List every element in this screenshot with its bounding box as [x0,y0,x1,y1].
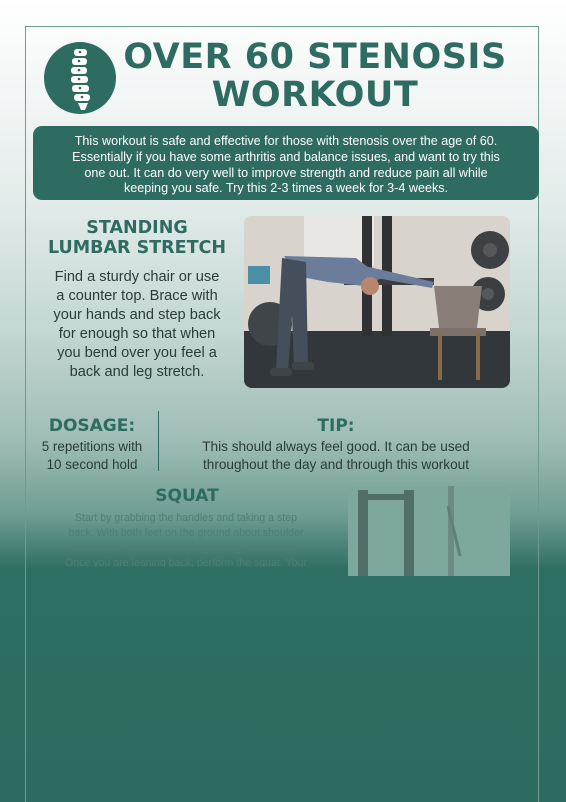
exercise-1-photo [244,216,510,388]
spine-icon [44,42,116,114]
title-line-1: OVER 60 STENOSIS [123,37,507,77]
exercise-2-desc-line-3: width apart, lean back while gripping the handles. [70,542,302,554]
exercise-2-desc-line-1: Start by grabbing the handles and taking a step [74,512,298,524]
squat-illustration [348,486,510,576]
dosage-line-2: 10 second hold [46,457,138,472]
tip-line-2: throughout the day and through this workout [202,457,469,472]
exercise-1-title [33,218,241,258]
tip-label: TIP: [317,416,355,436]
exercise-2-title: SQUAT [155,486,219,506]
exercise-2-desc-line-2: back. With both feet on the ground about shoulder [68,527,304,539]
exercise-1-desc-line-2: a counter top. Brace with [56,288,218,304]
exercise-2-description [36,511,336,567]
title-line-2: WORKOUT [211,75,419,115]
dosage-text [28,438,156,474]
exercise-1-desc-line-6: back and leg stretch. [69,364,205,380]
exercise-1-desc-line-4: for enough so that when [58,326,216,342]
lumbar-stretch-illustration [244,216,510,388]
logo-badge [44,42,116,114]
section-divider [158,411,159,471]
intro-panel [33,126,539,200]
exercise-1-description [33,268,241,382]
tip-line-1: This should always feel good. It can be used [202,439,470,454]
exercise-1-title-line-1: STANDING [86,218,188,238]
exercise-1-title-line-2: LUMBAR STRETCH [48,238,226,258]
dosage-label: DOSAGE: [48,416,136,436]
dosage-line-1: 5 repetitions with [41,439,143,454]
exercise-2-desc-line-4: Once you are leaning back, perform the squat. Your [64,557,308,567]
exercise-1-desc-line-1: Find a sturdy chair or use [54,269,220,285]
exercise-2-photo [348,486,510,576]
exercise-1-desc-line-3: your hands and step back [53,307,221,323]
intro-line-2: Essentially if you have some arthritis and balance issues, and want to try this [72,149,500,164]
intro-line-4: keeping you safe. Try this 2-3 times a week for 3-4 weeks. [123,181,449,196]
tip-text [160,438,512,474]
intro-line-3: one out. It can do very well to improve strength and reduce pain all while [84,165,488,180]
exercise-1-desc-line-5: you bend over you feel a [57,345,217,361]
intro-line-1: This workout is safe and effective for those with stenosis over the age of 60. [74,134,498,148]
page-title [120,38,510,114]
